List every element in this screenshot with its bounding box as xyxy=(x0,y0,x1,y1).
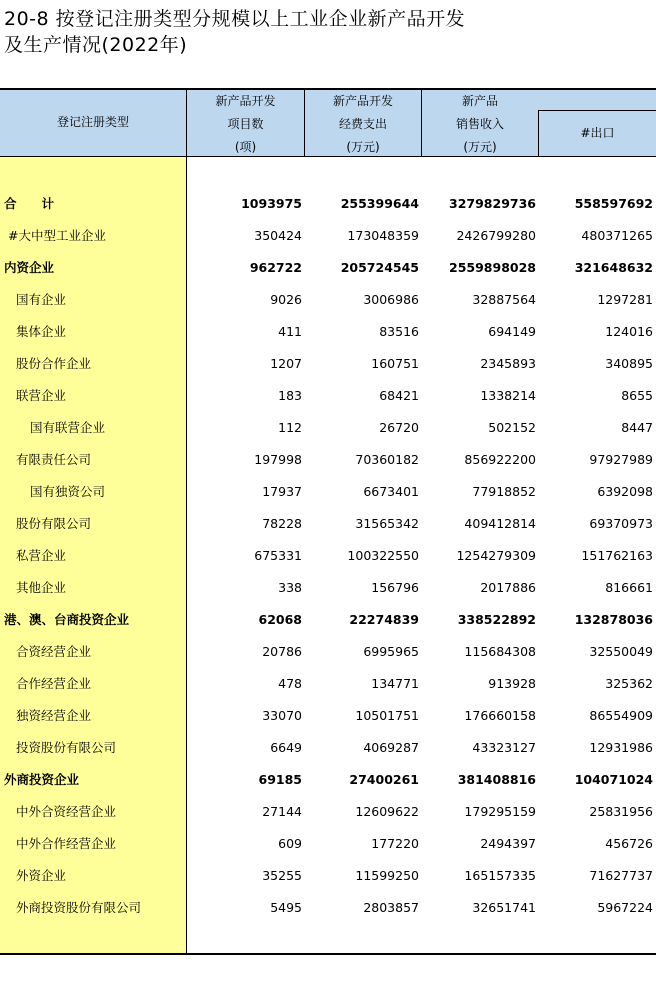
table-row xyxy=(0,316,656,348)
cell-value: 338522892 xyxy=(457,612,536,627)
row-label: 中外合作经营企业 xyxy=(16,836,117,851)
cell-value: 409412814 xyxy=(464,516,536,531)
header-line: 项目数 xyxy=(227,117,264,131)
cell-value: 8447 xyxy=(621,420,653,435)
cell-value: 77918852 xyxy=(472,484,536,499)
cell-value: 609 xyxy=(278,836,302,851)
cell-value: 27144 xyxy=(262,804,302,819)
cell-value: 151762163 xyxy=(581,548,653,563)
cell-value: 43323127 xyxy=(472,740,536,755)
cell-value: 4069287 xyxy=(363,740,419,755)
cell-value: 962722 xyxy=(249,260,302,275)
cell-value: 160751 xyxy=(371,356,419,371)
cell-value: 69185 xyxy=(258,772,302,787)
cell-value: 1207 xyxy=(270,356,302,371)
row-label: 国有联营企业 xyxy=(30,420,106,435)
header-line: 新产品开发 xyxy=(215,94,276,108)
cell-value: 78228 xyxy=(262,516,302,531)
cell-value: 69370973 xyxy=(589,516,653,531)
cell-value: 6649 xyxy=(270,740,302,755)
cell-value: 816661 xyxy=(605,580,653,595)
table-row xyxy=(0,444,656,476)
cell-value: 156796 xyxy=(371,580,419,595)
header-unit: (项) xyxy=(234,140,257,154)
cell-value: 2803857 xyxy=(363,900,419,915)
cell-value: 338 xyxy=(278,580,302,595)
row-label: 国有独资公司 xyxy=(30,484,106,499)
cell-value: 83516 xyxy=(379,324,419,339)
cell-value: 411 xyxy=(278,324,302,339)
row-label: 合资经营企业 xyxy=(16,644,92,659)
table-row xyxy=(0,412,656,444)
row-label: 独资经营企业 xyxy=(16,708,92,723)
cell-value: 6673401 xyxy=(363,484,419,499)
table-row xyxy=(0,668,656,700)
cell-value: 675331 xyxy=(254,548,302,563)
table-row xyxy=(0,828,656,860)
cell-value: 197998 xyxy=(254,452,302,467)
title-line-2: 及生产情况(2022年) xyxy=(4,34,188,56)
cell-value: 179295159 xyxy=(464,804,536,819)
cell-value: 11599250 xyxy=(355,868,419,883)
header-line: 新产品开发 xyxy=(332,94,393,108)
cell-value: 9026 xyxy=(270,292,302,307)
cell-value: 381408816 xyxy=(457,772,536,787)
table-row xyxy=(0,732,656,764)
cell-value: 33070 xyxy=(262,708,302,723)
cell-value: 2494397 xyxy=(480,836,536,851)
cell-value: 350424 xyxy=(254,228,302,243)
cell-value: 17937 xyxy=(262,484,302,499)
header-export: #出口 xyxy=(580,126,615,140)
cell-value: 115684308 xyxy=(464,644,536,659)
cell-value: 70360182 xyxy=(355,452,419,467)
cell-value: 12609622 xyxy=(355,804,419,819)
cell-value: 1093975 xyxy=(241,196,302,211)
row-label: 其他企业 xyxy=(16,580,67,595)
cell-value: 1297281 xyxy=(597,292,653,307)
row-label: #大中型工业企业 xyxy=(8,228,106,243)
header-unit: (万元) xyxy=(463,140,497,154)
cell-value: 480371265 xyxy=(581,228,653,243)
cell-value: 856922200 xyxy=(464,452,536,467)
table-row xyxy=(0,860,656,892)
table-row xyxy=(0,284,656,316)
row-label: 外资企业 xyxy=(16,868,67,883)
cell-value: 2426799280 xyxy=(456,228,536,243)
cell-value: 62068 xyxy=(258,612,302,627)
cell-value: 6995965 xyxy=(363,644,419,659)
table-row xyxy=(0,188,656,220)
cell-value: 32651741 xyxy=(472,900,536,915)
cell-value: 5967224 xyxy=(597,900,653,915)
cell-value: 205724545 xyxy=(340,260,419,275)
cell-value: 694149 xyxy=(488,324,536,339)
cell-value: 71627737 xyxy=(589,868,653,883)
row-label: 内资企业 xyxy=(4,260,55,275)
cell-value: 100322550 xyxy=(347,548,419,563)
row-label: 联营企业 xyxy=(16,388,67,403)
cell-value: 177220 xyxy=(371,836,419,851)
table-row xyxy=(0,572,656,604)
bottom-rule xyxy=(0,953,656,955)
title-line-1: 20-8 按登记注册类型分规模以上工业企业新产品开发 xyxy=(4,8,466,30)
table-row xyxy=(0,604,656,636)
cell-value: 27400261 xyxy=(349,772,419,787)
cell-value: 340895 xyxy=(605,356,653,371)
cell-value: 22274839 xyxy=(349,612,419,627)
cell-value: 134771 xyxy=(371,676,419,691)
row-label: 外商投资股份有限公司 xyxy=(16,900,142,915)
cell-value: 3279829736 xyxy=(449,196,536,211)
table-row xyxy=(0,380,656,412)
cell-value: 2345893 xyxy=(480,356,536,371)
row-label: 合作经营企业 xyxy=(16,676,92,691)
cell-value: 183 xyxy=(278,388,302,403)
row-label: 港、澳、台商投资企业 xyxy=(4,612,130,627)
cell-value: 132878036 xyxy=(574,612,653,627)
cell-value: 86554909 xyxy=(589,708,653,723)
cell-value: 35255 xyxy=(262,868,302,883)
cell-value: 104071024 xyxy=(574,772,653,787)
cell-value: 456726 xyxy=(605,836,653,851)
row-label: 私营企业 xyxy=(16,548,67,563)
cell-value: 173048359 xyxy=(347,228,419,243)
row-label: 合 计 xyxy=(4,196,55,211)
header-development-expenditure xyxy=(305,90,421,159)
table-row xyxy=(0,508,656,540)
header-sales-revenue xyxy=(422,90,538,159)
row-label: 国有企业 xyxy=(16,292,67,307)
cell-value: 325362 xyxy=(605,676,653,691)
table-row xyxy=(0,476,656,508)
cell-value: 32550049 xyxy=(589,644,653,659)
header-line: 新产品 xyxy=(461,94,498,108)
row-label: 外商投资企业 xyxy=(4,772,80,787)
cell-value: 321648632 xyxy=(574,260,653,275)
header-registration-type: 登记注册类型 xyxy=(56,115,129,129)
cell-value: 25831956 xyxy=(589,804,653,819)
table-row xyxy=(0,892,656,924)
cell-value: 478 xyxy=(278,676,302,691)
table-row xyxy=(0,540,656,572)
table-row xyxy=(0,700,656,732)
row-label: 有限责任公司 xyxy=(16,452,92,467)
table-title xyxy=(4,6,465,58)
cell-value: 31565342 xyxy=(355,516,419,531)
cell-value: 255399644 xyxy=(340,196,419,211)
cell-value: 6392098 xyxy=(597,484,653,499)
header-unit: (万元) xyxy=(346,140,380,154)
table-row xyxy=(0,252,656,284)
cell-value: 2559898028 xyxy=(449,260,536,275)
cell-value: 26720 xyxy=(379,420,419,435)
row-label: 股份合作企业 xyxy=(16,356,92,371)
table-row xyxy=(0,220,656,252)
cell-value: 176660158 xyxy=(464,708,536,723)
cell-value: 502152 xyxy=(488,420,536,435)
cell-value: 32887564 xyxy=(472,292,536,307)
subheader-rule xyxy=(538,110,656,111)
header-line: 经费支出 xyxy=(338,117,387,131)
table-row xyxy=(0,796,656,828)
cell-value: 165157335 xyxy=(464,868,536,883)
cell-value: 124016 xyxy=(605,324,653,339)
cell-value: 913928 xyxy=(488,676,536,691)
cell-value: 20786 xyxy=(262,644,302,659)
cell-value: 12931986 xyxy=(589,740,653,755)
row-label: 投资股份有限公司 xyxy=(16,740,117,755)
table-row xyxy=(0,348,656,380)
cell-value: 5495 xyxy=(270,900,302,915)
header-project-count xyxy=(187,90,304,159)
table-row xyxy=(0,764,656,796)
cell-value: 97927989 xyxy=(589,452,653,467)
cell-value: 8655 xyxy=(621,388,653,403)
cell-value: 68421 xyxy=(379,388,419,403)
row-label: 中外合资经营企业 xyxy=(16,804,117,819)
cell-value: 3006986 xyxy=(363,292,419,307)
cell-value: 1338214 xyxy=(480,388,536,403)
cell-value: 1254279309 xyxy=(456,548,536,563)
cell-value: 10501751 xyxy=(355,708,419,723)
cell-value: 112 xyxy=(278,420,302,435)
cell-value: 2017886 xyxy=(480,580,536,595)
row-label: 股份有限公司 xyxy=(16,516,92,531)
cell-value: 558597692 xyxy=(574,196,653,211)
table-row xyxy=(0,636,656,668)
header-line: 销售收入 xyxy=(455,117,504,131)
row-label: 集体企业 xyxy=(16,324,67,339)
